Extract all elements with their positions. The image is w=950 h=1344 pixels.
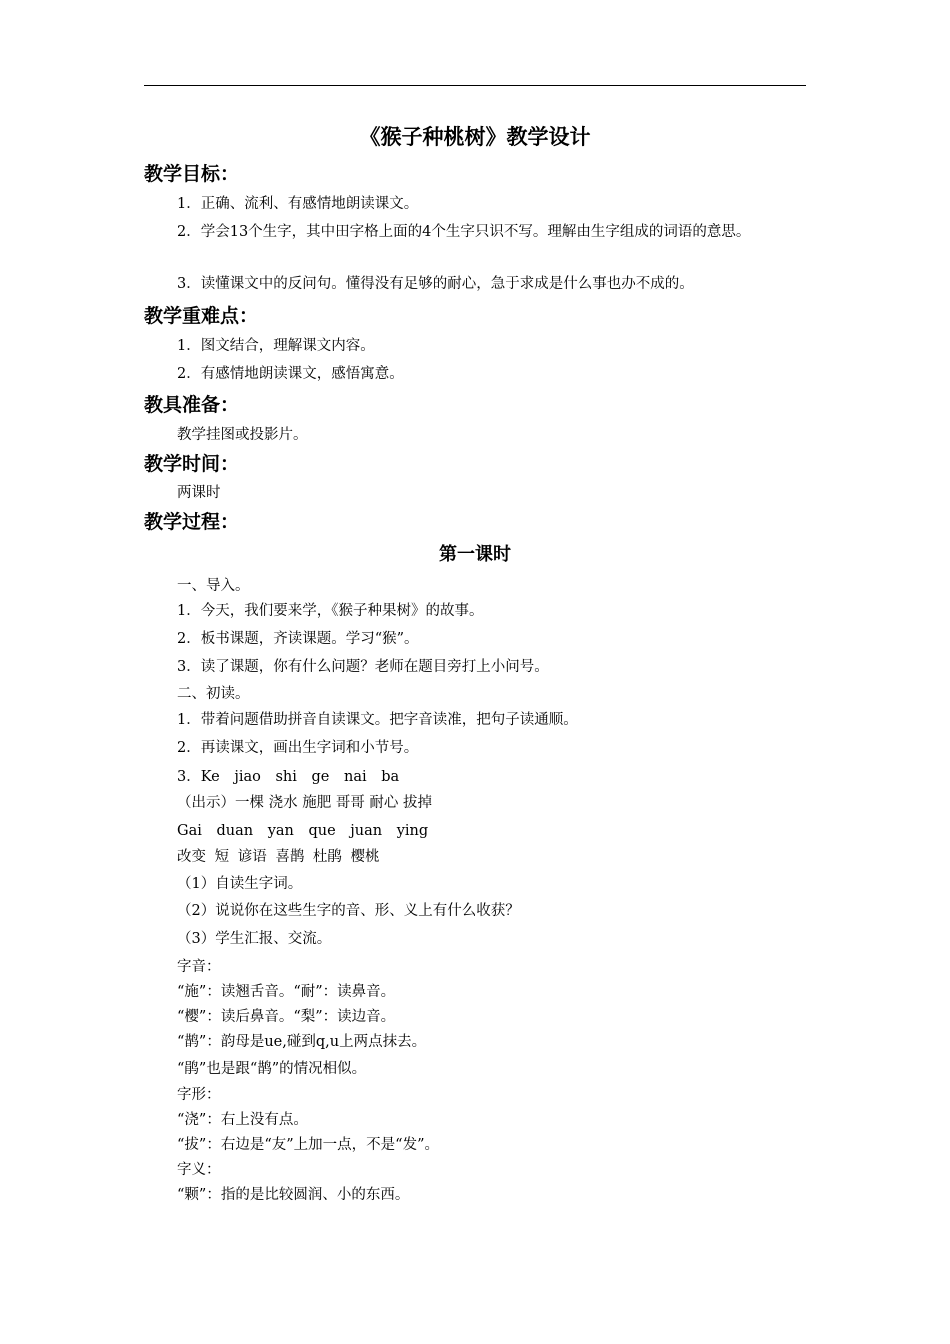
- process-line: 3．读了课题，你有什么问题？老师在题目旁打上小问号。: [177, 659, 549, 675]
- heading-materials: 教具准备：: [144, 394, 240, 416]
- objective-item-2: 2．学会13个生字，其中田字格上面的4个生字只识不写。理解由生字组成的词语的意思。: [177, 224, 751, 240]
- process-line: 1．带着问题借助拼音自读课文。把字音读准，把句子读通顺。: [177, 712, 578, 728]
- key-point-item-1: 1．图文结合，理解课文内容。: [177, 338, 375, 354]
- lesson-title: 第一课时: [439, 544, 511, 565]
- process-line: 1．今天，我们要来学，《猴子种果树》的故事。: [177, 603, 484, 619]
- process-line: “浇”：右上没有点。: [177, 1112, 308, 1128]
- heading-key-points: 教学重难点：: [144, 305, 259, 327]
- process-line: 字音：: [177, 959, 221, 975]
- process-line: “颗”：指的是比较圆润、小的东西。: [177, 1187, 410, 1203]
- process-line: 字形：: [177, 1087, 221, 1103]
- objective-item-3: 3．读懂课文中的反问句。懂得没有足够的耐心，急于求成是什么事也办不成的。: [177, 276, 694, 292]
- header-rule: [144, 85, 806, 86]
- heading-time: 教学时间：: [144, 453, 240, 475]
- process-line: （2）说说你在这些生字的音、形、义上有什么收获？: [177, 903, 520, 919]
- process-line: 2．板书课题，齐读课题。学习“猴”。: [177, 631, 419, 647]
- objective-item-1: 1．正确、流利、有感情地朗读课文。: [177, 196, 419, 212]
- process-line: “鹃”也是跟“鹊”的情况相似。: [177, 1061, 367, 1077]
- heading-objectives: 教学目标：: [144, 163, 240, 185]
- pinyin-line: Gai duan yan que juan ying: [177, 823, 429, 839]
- process-line: 字义：: [177, 1162, 221, 1178]
- vocab-line: （出示）一棵 浇水 施肥 哥哥 耐心 拔掉: [177, 795, 433, 811]
- process-line: （3）学生汇报、交流。: [177, 931, 332, 947]
- process-line: 二、初读。: [177, 686, 250, 702]
- process-line: （1）自读生字词。: [177, 876, 303, 892]
- document-title: 《猴子种桃树》教学设计: [359, 125, 591, 149]
- process-line: 一、导入。: [177, 578, 250, 594]
- pinyin-line: 3．Ke jiao shi ge nai ba: [177, 769, 400, 785]
- process-line: “鹊”：韵母是ue,碰到q,u上两点抹去。: [177, 1034, 427, 1050]
- process-line: “樱”：读后鼻音。“梨”：读边音。: [177, 1009, 396, 1025]
- materials-text: 教学挂图或投影片。: [177, 427, 308, 443]
- heading-process: 教学过程：: [144, 511, 240, 533]
- key-point-item-2: 2．有感情地朗读课文，感悟寓意。: [177, 366, 404, 382]
- process-line: 2．再读课文，画出生字词和小节号。: [177, 740, 419, 756]
- process-line: “拔”：右边是“友”上加一点，不是“发”。: [177, 1137, 439, 1153]
- vocab-line: 改变 短 谚语 喜鹊 杜鹃 樱桃: [177, 849, 380, 865]
- process-line: “施”：读翘舌音。“耐”：读鼻音。: [177, 984, 396, 1000]
- time-text: 两课时: [177, 485, 221, 501]
